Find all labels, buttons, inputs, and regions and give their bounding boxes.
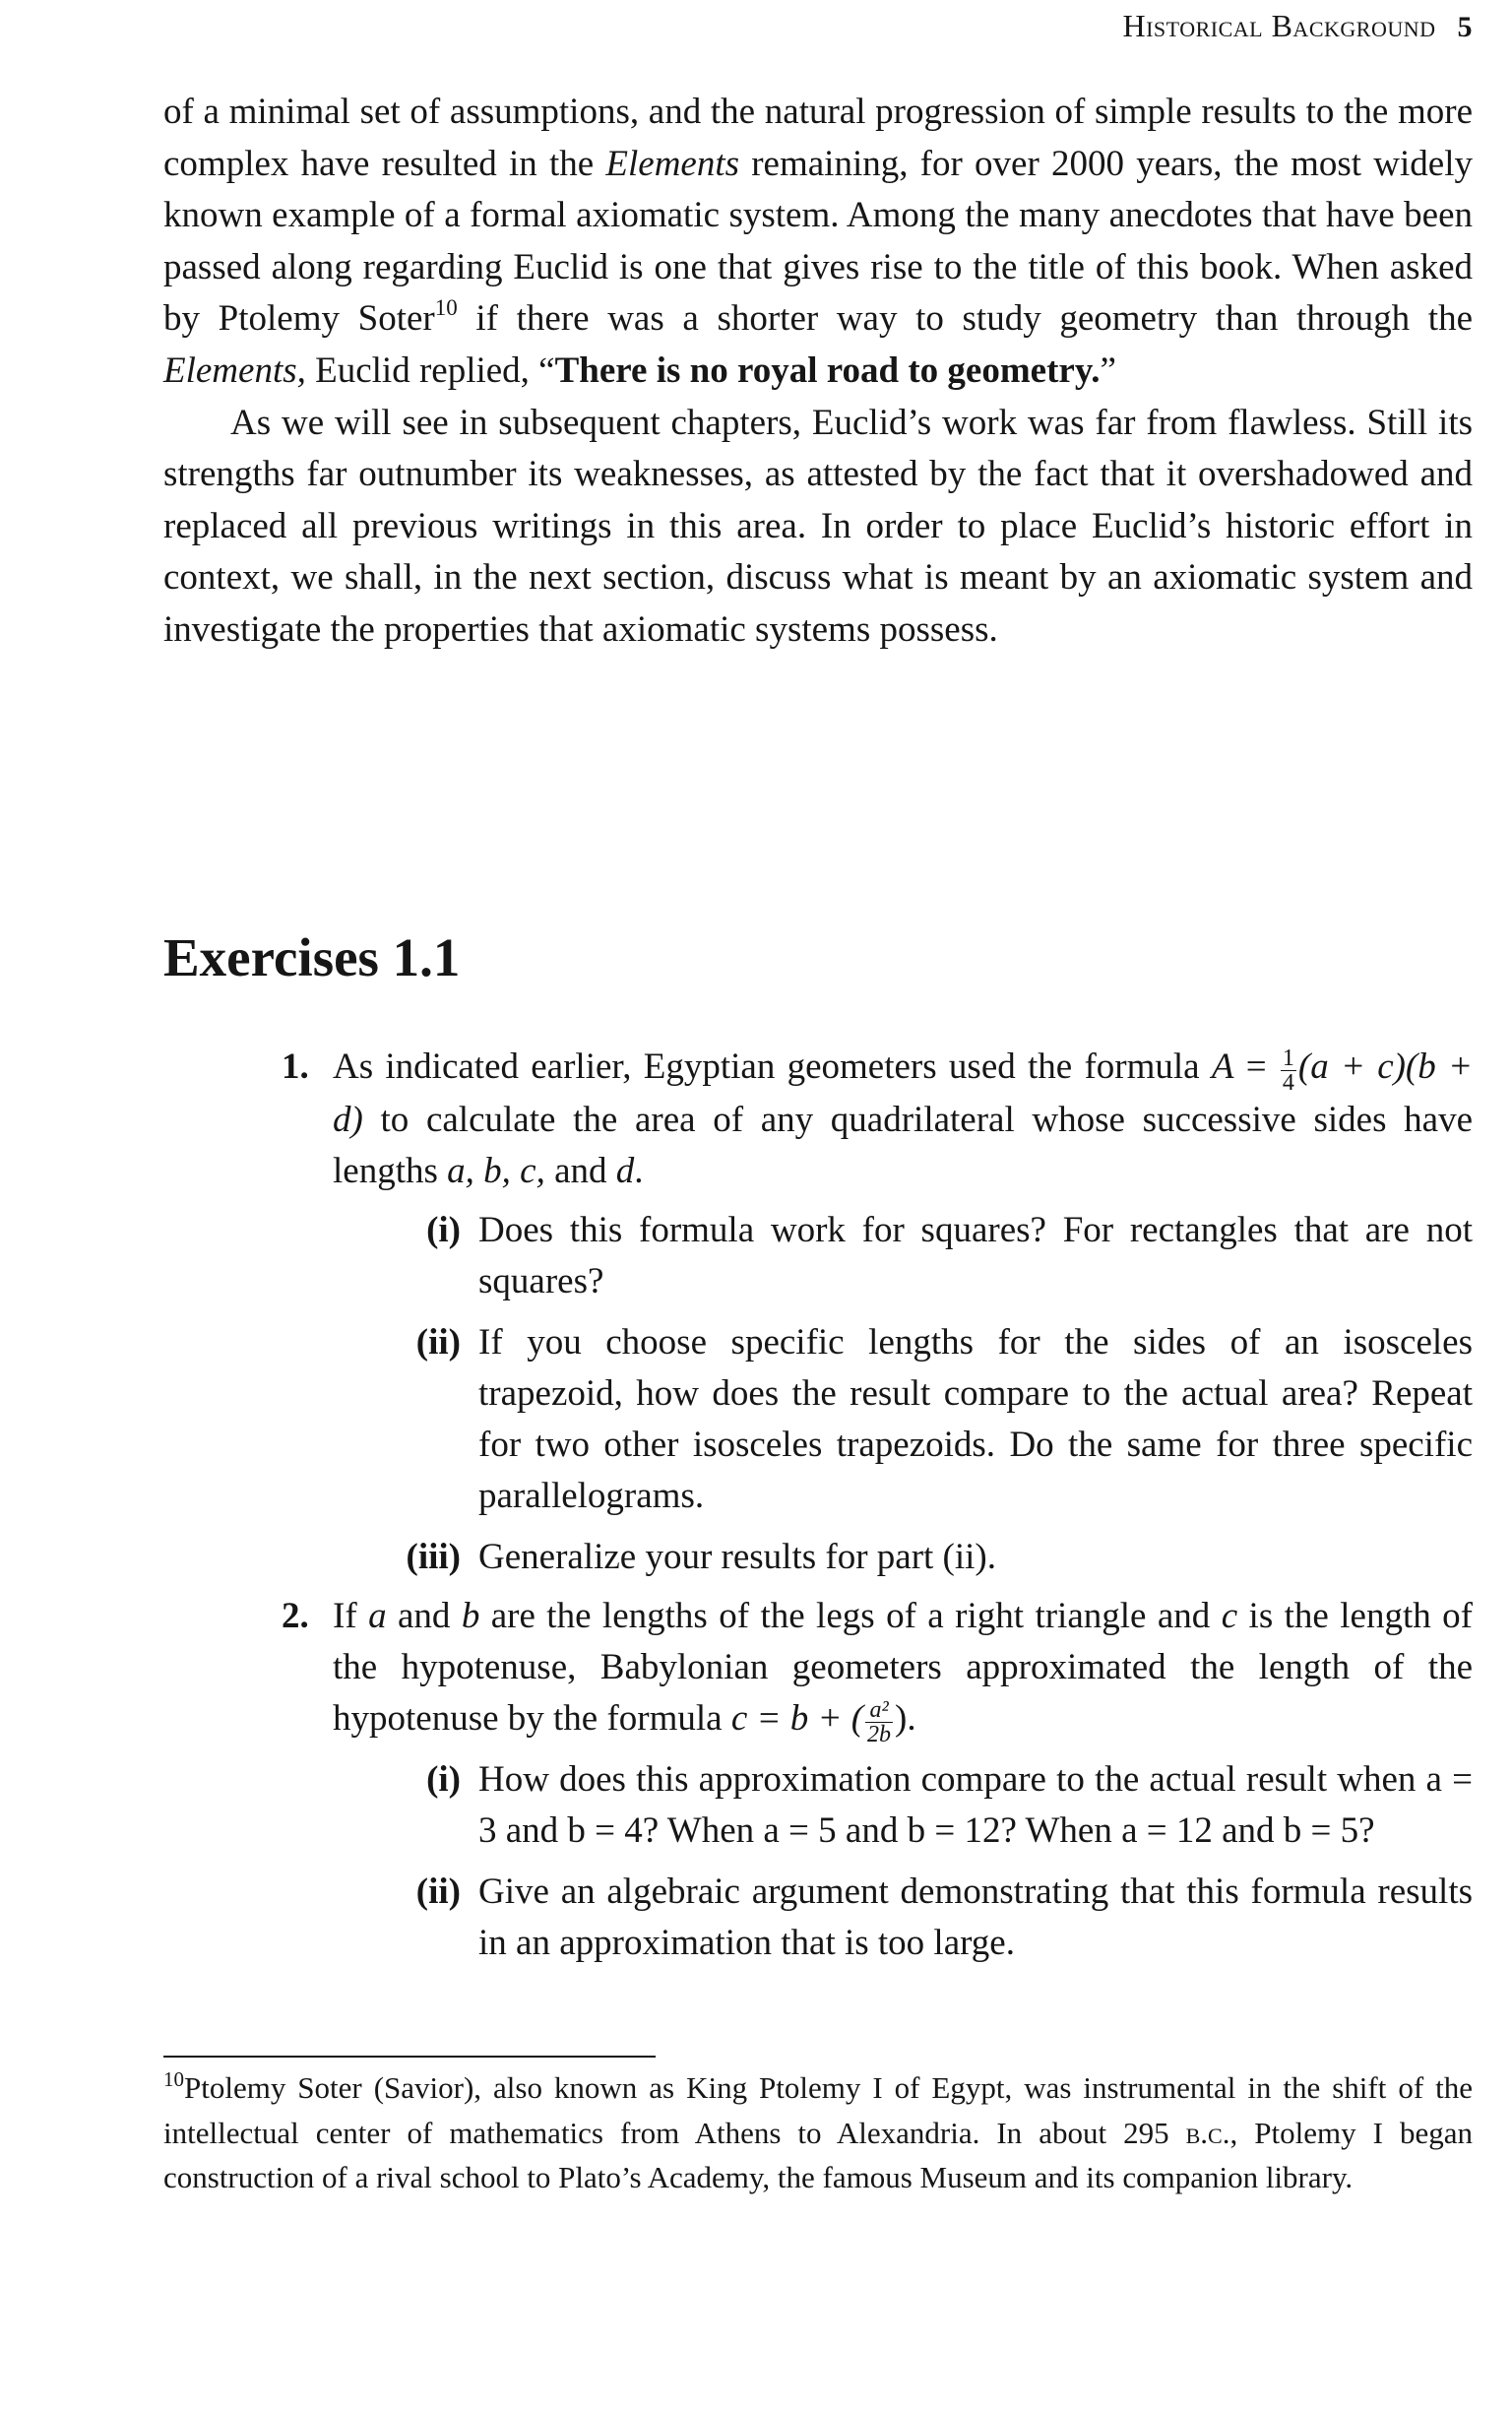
part-label: (ii): [415, 1871, 461, 1912]
part-label: (i): [426, 1759, 461, 1800]
formula-end: ).: [895, 1698, 916, 1739]
paragraph-2: As we will see in subsequent chapters, Euclid’s work was far from flawless. Still its strengths far outnumber its weaknesses, as attested by the fact that it overshadowed and replaced all previous writings in this area. In order to place Euclid’s historic effort in context, we shall, in the next section, discuss what is meant by an axiomatic system and investigate the properties that axiomatic systems possess.: [163, 402, 1473, 650]
leg-variable-a: a: [368, 1596, 387, 1636]
formula-variable-a: A: [1211, 1046, 1234, 1087]
p1-text-b: remaining, for over 2000 years, the most widely known example of a formal axiomatic system. Among the many anecdotes that have been passed along regarding Euclid is one that gives rise to the title of this book. When asked by Ptolemy Soter: [163, 143, 1473, 340]
footnote: [163, 2065, 1473, 2200]
ex2-text-mid1: are the lengths of the legs of a right triangle and: [479, 1596, 1222, 1636]
hypotenuse-variable-c: c: [1221, 1596, 1238, 1636]
part-text: How does this approximation compare to the actual result when a = 3 and b = 4? When a = 5 and b = 12? When a = 12 and b = 5?: [478, 1759, 1473, 1851]
side-variable-d: d: [615, 1151, 635, 1191]
ex1-text-and: and: [544, 1151, 616, 1191]
exercise-part: [163, 1205, 1473, 1307]
leg-variable-b: b: [461, 1596, 480, 1636]
fraction-numerator: 1: [1282, 1046, 1294, 1071]
ex1-text-b: to calculate the area of any quadrilateral whose successive sides have lengths: [333, 1100, 1473, 1191]
exercise-part: [163, 1317, 1473, 1522]
running-title: Historical Background: [1122, 8, 1436, 43]
running-head: [1122, 8, 1473, 44]
exercise-part: [163, 1754, 1473, 1857]
footnote-text-b: , Ptolemy I began construction of a rival school to Plato’s Academy, the famous Museum and its companion library.: [163, 2115, 1473, 2194]
p1-text-c: if there was a shorter way to study geometry than through the: [457, 298, 1473, 340]
elements-title-2: Elements,: [163, 349, 306, 391]
paragraph-1: [163, 87, 1473, 398]
part-label: (iii): [406, 1537, 461, 1577]
exercises-heading: Exercises 1.1: [163, 927, 461, 987]
part-text: Does this formula work for squares? For rectangles that are not squares?: [478, 1210, 1473, 1301]
exercise-number: 2.: [282, 1596, 309, 1636]
part-label: (i): [426, 1210, 461, 1250]
ex2-text-if: If: [333, 1596, 369, 1636]
formula-start: c = b + (: [730, 1698, 864, 1739]
ex2-text-mid2: is the length of the hypotenuse, Babylonian geometers approximated the length of the hypotenuse by the formula: [333, 1596, 1473, 1739]
footnote-ref: 10: [434, 295, 458, 321]
exercise-number: 1.: [282, 1046, 309, 1087]
equals-sign: =: [1233, 1046, 1279, 1087]
ex2-text-and: and: [386, 1596, 462, 1636]
fraction-denominator: 2b: [867, 1722, 892, 1747]
exercise-part: [163, 1532, 1473, 1583]
exercise-1: [163, 1042, 1473, 1197]
page-number: 5: [1457, 11, 1473, 43]
euclid-quote: There is no royal road to geometry.: [554, 349, 1101, 391]
fraction-one-quarter: [1281, 1046, 1296, 1095]
ex1-text-a: As indicated earlier, Egyptian geometers used the formula: [333, 1046, 1212, 1087]
p1-text-d: Euclid replied, “: [305, 349, 555, 391]
exercise-2: [163, 1591, 1473, 1746]
ex1-text-end: .: [634, 1151, 644, 1191]
body-text: [163, 87, 1473, 657]
p1-text-e: ”: [1100, 349, 1116, 391]
fraction-a-squared-over-2b: [865, 1698, 893, 1746]
part-text: If you choose specific lengths for the sides of an isosceles trapezoid, how does the result compare to the actual area? Repeat for two other isosceles trapezoids. Do the same for three specific parallelograms.: [478, 1322, 1473, 1516]
part-text: Give an algebraic argument demonstrating that this formula results in an approximation that is too large.: [478, 1871, 1473, 1963]
footnote-rule: [163, 2056, 656, 2058]
part-text: Generalize your results for part (ii).: [478, 1537, 997, 1577]
fraction-numerator: a²: [865, 1698, 893, 1723]
footnote-marker: 10: [163, 2067, 184, 2091]
side-variables: a, b, c,: [447, 1151, 545, 1191]
part-label: (ii): [415, 1322, 461, 1363]
p1-text-a: of a minimal set of assumptions, and the natural progression of simple results to the more complex have resulted in the: [163, 92, 1473, 184]
exercise-list: [163, 1042, 1473, 1969]
fraction-denominator: 4: [1282, 1070, 1294, 1096]
exercise-part: [163, 1867, 1473, 1969]
footnote-text-a: Ptolemy Soter (Savior), also known as King Ptolemy I of Egypt, was instrumental in the shift of the intellectual center of mathematics from Athens to Alexandria. In about 295: [163, 2070, 1473, 2150]
formula-rhs: (a + c)(b + d): [333, 1046, 1473, 1140]
elements-title: Elements: [605, 143, 740, 184]
footnote-era: b.c.: [1185, 2115, 1230, 2150]
